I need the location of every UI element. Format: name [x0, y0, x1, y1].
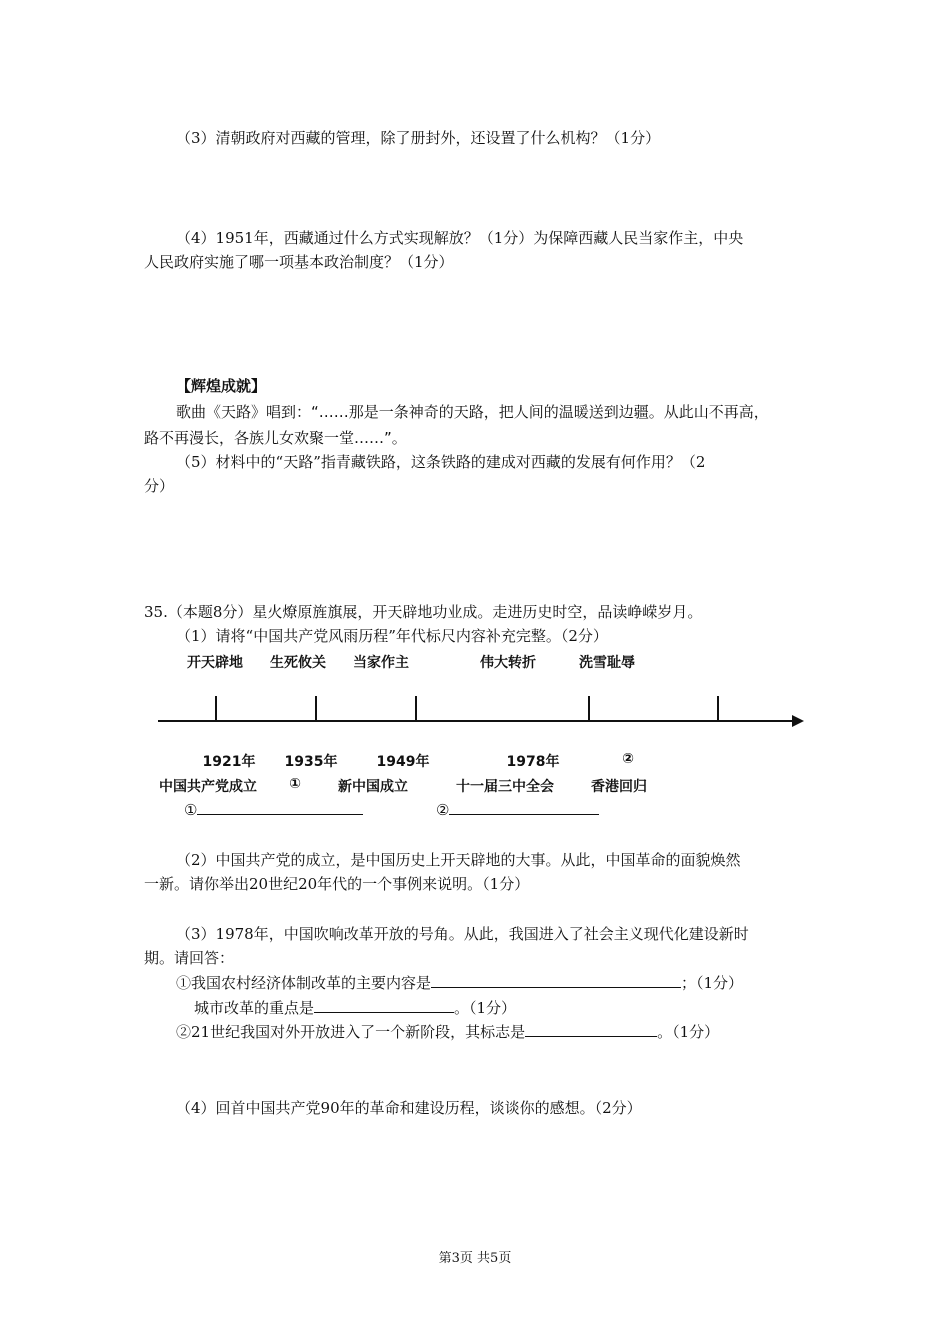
q35-part3-b [194, 998, 516, 1018]
timeline-tick [588, 696, 590, 722]
timeline-event: 中国共产党成立 [159, 779, 257, 795]
timeline-tick [717, 696, 719, 722]
q34-part3: （3）清朝政府对西藏的管理，除了册封外，还设置了什么机构？（1分） [176, 129, 661, 147]
answer-blank-1[interactable] [184, 800, 363, 820]
q35-part3-line1: （3）1978年，中国吹响改革开放的号角。从此，我国进入了社会主义现代化建设新时 [176, 925, 749, 943]
answer-blank-2[interactable] [436, 800, 599, 820]
q3-c-suffix: 。（1分） [657, 1023, 720, 1041]
q35-part4: （4）回首中国共产党90年的革命和建设历程，谈谈你的感想。（2分） [176, 1099, 642, 1117]
timeline-top-label: 生死攸关 [270, 655, 326, 671]
song-lyrics-line1: “……那是一条神奇的天路，把人间的温暖送到边疆。从此山不再高， [311, 403, 769, 421]
q3-b-prefix: 城市改革的重点是 [194, 999, 315, 1017]
timeline-year: 1921年 [202, 754, 256, 770]
timeline-event: 十一届三中全会 [456, 779, 554, 795]
q35-header: 35.（本题8分）星火燎原旌旗展，开天辟地功业成。走进历史时空，品读峥嵘岁月。 [144, 603, 703, 621]
answer-blank-opening-up[interactable] [525, 1022, 657, 1037]
q3-a-prefix: ①我国农村经济体制改革的主要内容是 [176, 974, 432, 992]
q35-part3-line2: 期。请回答： [144, 949, 235, 967]
song-line1 [176, 402, 769, 422]
timeline-event: 香港回归 [591, 779, 647, 795]
timeline-top-label: 伟大转折 [480, 655, 536, 671]
timeline-tick [415, 696, 417, 722]
q35-part3-c [176, 1022, 719, 1042]
timeline-year: 1978年 [506, 754, 560, 770]
answer-blank-rural-reform[interactable] [431, 973, 681, 988]
q3-a-suffix: ；（1分） [681, 974, 744, 992]
q3-b-suffix: 。（1分） [454, 999, 517, 1017]
timeline-event: 新中国成立 [338, 779, 408, 795]
q35-part3-a [176, 973, 743, 993]
q3-c-prefix: ②21世纪我国对外开放进入了一个新阶段，其标志是 [176, 1023, 526, 1041]
q35-part2-line2: 一新。请你举出20世纪20年代的一个事例来说明。（1分） [144, 875, 530, 893]
answer-blank-urban-reform[interactable] [314, 998, 454, 1013]
page-footer: 第3页 共5页 [438, 1251, 512, 1266]
q35-part1: （1）请将“中国共产党风雨历程”年代标尺内容补充完整。（2分） [176, 627, 608, 645]
timeline-arrow-icon [792, 715, 804, 727]
q35-part2-line1: （2）中国共产党的成立，是中国历史上开天辟地的大事。从此，中国革命的面貌焕然 [176, 851, 741, 869]
song-lyrics-line2: 路不再漫长，各族儿女欢聚一堂……”。 [144, 429, 407, 447]
section-title-achievements: 【辉煌成就】 [176, 377, 267, 395]
q34-part5-line1: （5）材料中的“天路”指青藏铁路，这条铁路的建成对西藏的发展有何作用？（2 [176, 453, 706, 471]
timeline-tick [215, 696, 217, 722]
q34-part4-line1: （4）1951年，西藏通过什么方式实现解放？（1分）为保障西藏人民当家作主，中央 [176, 229, 744, 247]
q34-part4-line2: 人民政府实施了哪一项基本政治制度？（1分） [144, 253, 454, 271]
timeline-year: 1935年 [284, 754, 338, 770]
q34-part5-line2: 分） [144, 477, 175, 495]
timeline-year: 1949年 [376, 754, 430, 770]
timeline-tick [315, 696, 317, 722]
song-intro: 歌曲《天路》唱到： [176, 403, 312, 421]
timeline-year: ② [622, 751, 634, 767]
timeline-top-label: 洗雪耻辱 [579, 655, 635, 671]
blank-1-label: ① [184, 801, 198, 819]
timeline-axis [158, 720, 794, 722]
timeline-top-label: 开天辟地 [187, 655, 243, 671]
timeline-event: ① [289, 776, 301, 792]
timeline-top-label: 当家作主 [353, 655, 409, 671]
blank-2-label: ② [436, 801, 450, 819]
